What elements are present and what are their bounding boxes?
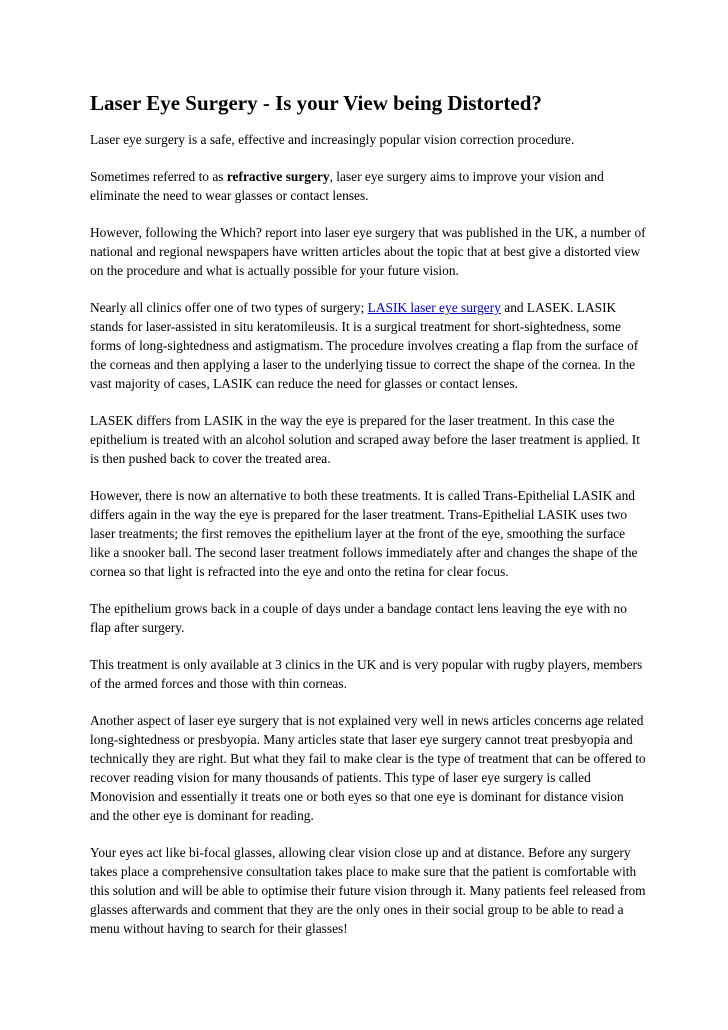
bold-term-refractive-surgery: refractive surgery: [226, 169, 330, 184]
paragraph-text: and LASEK. LASIK stands for laser-assisted in situ keratomileusis. It is a surgical treatment for short-sightedness, some forms of long-sightedness and astigmatism. The procedure involves creating a flap from the surface of the corneas and then applying a laser to the underlying tissue to correct the shape of the cornea. In the vast majority of cases, LASIK can reduce the need for glasses or contact lenses.: [90, 300, 639, 391]
paragraph-lasek: LASEK differs from LASIK in the way the eye is prepared for the laser treatment. In this case the epithelium is treated with an alcohol solution and scraped away before the laser treatment is applied. It is then pushed back to cover the treated area.: [90, 413, 640, 466]
page-title: Laser Eye Surgery - Is your View being Distorted?: [90, 91, 542, 115]
lasik-laser-eye-surgery-link[interactable]: LASIK laser eye surgery: [367, 300, 501, 315]
paragraph-trans-epithelial: However, there is now an alternative to both these treatments. It is called Trans-Epithelial LASIK and differs again in the way the eye is prepared for the laser treatment. Trans-Epithelial LASIK uses two laser treatments; the first removes the epithelium layer at the front of the eye, smoothing the surface like a snooker ball. The second laser treatment follows immediately after and changes the shape of the cornea so that light is refracted into the eye and onto the retina for clear focus.: [90, 488, 638, 579]
paragraph-epithelium-regrowth: The epithelium grows back in a couple of days under a bandage contact lens leaving the eye with no flap after surgery.: [90, 601, 627, 635]
paragraph-intro: Laser eye surgery is a safe, effective and increasingly popular vision correction procedure.: [90, 132, 575, 147]
paragraph-lasik: [90, 298, 646, 393]
paragraph-text: Nearly all clinics offer one of two types of surgery;: [90, 300, 368, 315]
paragraph-bifocal: Your eyes act like bi-focal glasses, allowing clear vision close up and at distance. Before any surgery takes place a comprehensive consultation takes place to make sure that the patient is comfortable with this solution and will be able to optimise their future vision through it. Many patients feel released from glasses afterwards and comment that they are the only ones in their social group to be able to read a menu without having to search for their glasses!: [90, 845, 646, 936]
paragraph-text: , laser eye surgery aims to improve your vision and eliminate the need to wear glasses or contact lenses.: [90, 169, 604, 203]
paragraph-refractive: [90, 167, 646, 205]
paragraph-text: Sometimes referred to as: [90, 169, 227, 184]
document-body: [90, 90, 646, 956]
paragraph-which-report: However, following the Which? report into laser eye surgery that was published in the UK, a number of national and regional newspapers have written articles about the topic that at best give a distorted view on the procedure and what is actually possible for your future vision.: [90, 225, 646, 278]
paragraph-presbyopia: Another aspect of laser eye surgery that is not explained very well in news articles concerns age related long-sightedness or presbyopia. Many articles state that laser eye surgery cannot treat presbyopia and technically they are right. But what they fail to make clear is the type of treatment that can be offered to recover reading vision for many thousands of patients. This type of laser eye surgery is called Monovision and essentially it treats one or both eyes so that one eye is dominant for distance vision and the other eye is dominant for reading.: [90, 713, 646, 823]
paragraph-clinic-availability: This treatment is only available at 3 clinics in the UK and is very popular with rugby players, members of the armed forces and those with thin corneas.: [90, 657, 643, 691]
